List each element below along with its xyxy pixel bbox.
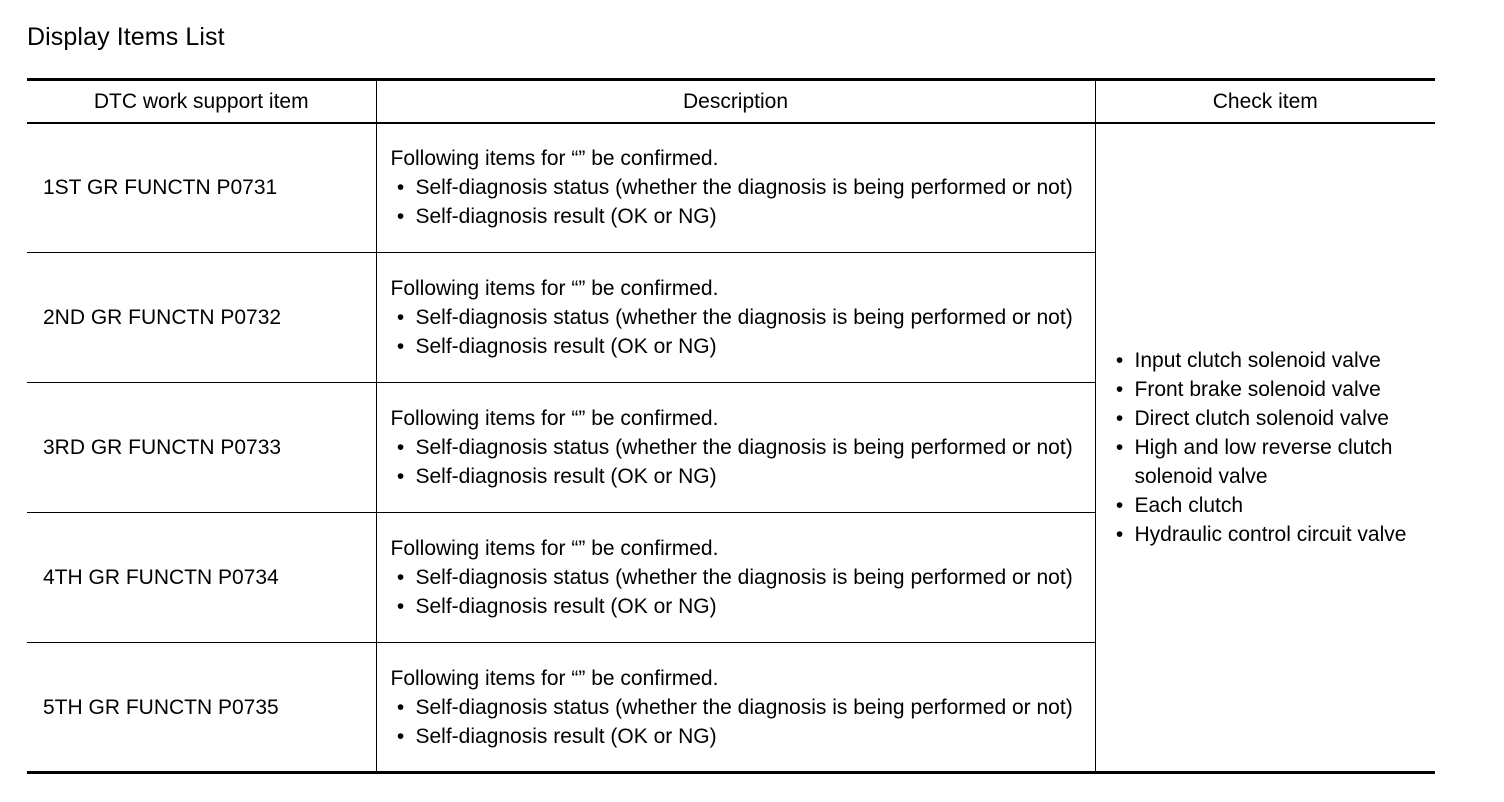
check-item-text: Input clutch solenoid valve [1134, 348, 1381, 372]
list-item [391, 592, 1085, 621]
description-cell [376, 123, 1095, 253]
table-header-row [27, 80, 1435, 123]
bullet-text: Self-diagnosis status (whether the diagnosis is being performed or not) [415, 176, 1073, 200]
list-item [1110, 375, 1428, 404]
description-list [391, 693, 1085, 751]
description-list [391, 173, 1085, 231]
dtc-item-cell: 1ST GR FUNCTN P0731 [27, 123, 376, 253]
dtc-item-cell: 2ND GR FUNCTN P0732 [27, 253, 376, 383]
check-item-list [1110, 346, 1428, 549]
bullet-icon: • [1115, 435, 1124, 459]
description-cell [376, 643, 1095, 773]
bullet-icon: • [1115, 406, 1124, 430]
description-list [391, 563, 1085, 621]
header-description: Description [376, 80, 1095, 123]
check-item-text: Each clutch [1134, 493, 1244, 517]
bullet-text: Self-diagnosis result (OK or NG) [415, 724, 717, 748]
bullet-text: Self-diagnosis status (whether the diagnosis is being performed or not) [415, 695, 1073, 719]
list-item [391, 563, 1085, 592]
description-intro: Following items for “” be confirmed. [390, 407, 719, 430]
dtc-item-cell: 5TH GR FUNCTN P0735 [27, 643, 376, 773]
bullet-text: Self-diagnosis status (whether the diagnosis is being performed or not) [415, 566, 1073, 589]
list-item [1110, 520, 1428, 549]
table-row [27, 123, 1435, 253]
check-item-text: Direct clutch solenoid valve [1134, 406, 1389, 430]
bullet-icon: • [396, 724, 405, 748]
description-cell [376, 253, 1095, 383]
bullet-icon: • [396, 306, 405, 329]
dtc-item-cell: 4TH GR FUNCTN P0734 [27, 513, 376, 643]
bullet-icon: • [396, 176, 405, 200]
bullet-text: Self-diagnosis result (OK or NG) [415, 465, 717, 488]
bullet-icon: • [396, 465, 405, 488]
bullet-icon: • [1115, 377, 1124, 401]
bullet-icon: • [396, 695, 405, 719]
description-cell [376, 513, 1095, 643]
description-intro: Following items for “” be confirmed. [390, 537, 719, 560]
list-item [391, 202, 1085, 231]
list-item [1110, 404, 1428, 433]
bullet-text: Self-diagnosis result (OK or NG) [415, 335, 717, 358]
page-title: Display Items List [27, 23, 225, 51]
description-intro: Following items for “” be confirmed. [390, 666, 719, 690]
list-item [391, 303, 1085, 332]
bullet-text: Self-diagnosis result (OK or NG) [415, 205, 717, 229]
check-item-text: Front brake solenoid valve [1134, 377, 1381, 401]
description-cell [376, 383, 1095, 513]
bullet-icon: • [396, 205, 405, 229]
header-check-item: Check item [1095, 80, 1435, 123]
display-items-table [27, 78, 1435, 774]
check-item-cell [1095, 123, 1435, 773]
bullet-icon: • [396, 335, 405, 358]
bullet-icon: • [1115, 493, 1124, 517]
bullet-icon: • [396, 566, 405, 589]
list-item [391, 173, 1085, 202]
check-item-text: High and low reverse clutch solenoid valve [1134, 435, 1393, 488]
list-item [1110, 346, 1428, 375]
bullet-icon: • [396, 436, 405, 459]
bullet-text: Self-diagnosis result (OK or NG) [415, 595, 717, 618]
description-list [391, 433, 1085, 491]
description-intro: Following items for “” be confirmed. [390, 147, 719, 171]
description-list [391, 303, 1085, 361]
list-item [391, 332, 1085, 361]
list-item [391, 433, 1085, 462]
bullet-icon: • [1115, 348, 1124, 372]
bullet-icon: • [396, 595, 405, 618]
list-item [1110, 433, 1428, 491]
bullet-text: Self-diagnosis status (whether the diagnosis is being performed or not) [415, 436, 1073, 459]
check-item-text: Hydraulic control circuit valve [1134, 522, 1407, 546]
dtc-item-cell: 3RD GR FUNCTN P0733 [27, 383, 376, 513]
description-intro: Following items for “” be confirmed. [390, 277, 719, 300]
header-dtc-work-support-item: DTC work support item [27, 80, 376, 123]
list-item [391, 462, 1085, 491]
list-item [391, 722, 1085, 751]
list-item [391, 693, 1085, 722]
bullet-text: Self-diagnosis status (whether the diagnosis is being performed or not) [415, 306, 1073, 329]
list-item [1110, 491, 1428, 520]
bullet-icon: • [1115, 522, 1124, 546]
